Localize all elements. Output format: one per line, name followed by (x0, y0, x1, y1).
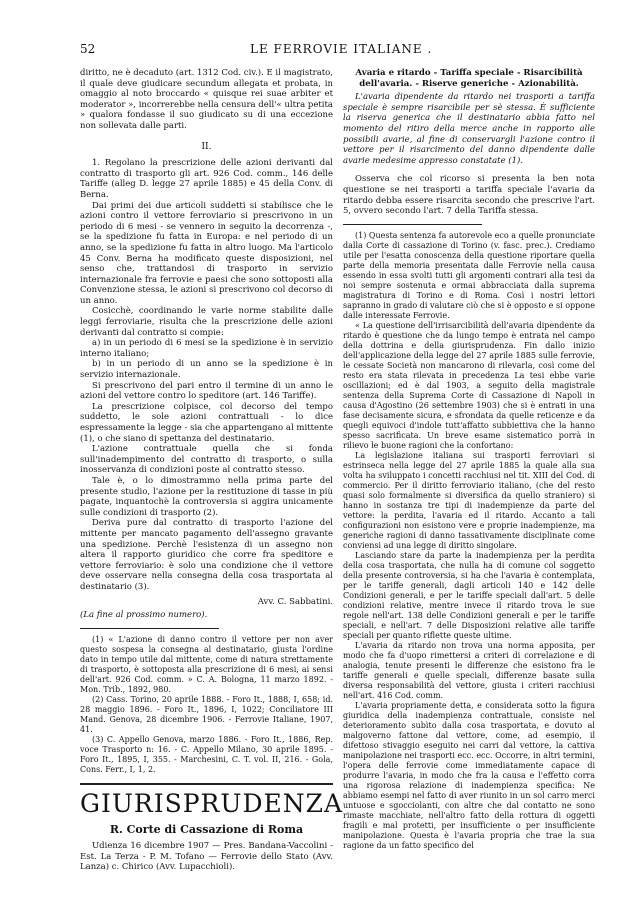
footnote-divider (80, 628, 219, 629)
note-paragraph: La legislazione italiana sui trasporti ferroviari si estrinseca nella legge del 27 aprile 1885 la quale alla sua volta ha sviluppato i concetti racchiusi nel tit. XIII del Cod. di commercio. Per il diritto ferroviario italiano, (che del resto quasi solo formalmente si diversifica da quello straniero) si hanno in sostanza tre tipi di inadempienze da parte del vettore: la perdita, l'avaria ed il ritardo. Accanto a tali configurazioni non esistono vere e proprie inadempienze, ma generiche ragioni di danno tassativamente disciplinate come conviensi ad una legge di diritto singolare. (343, 450, 595, 550)
paragraph: Dai primi dei due articoli suddetti si stabilisce che le azioni contro il vettore ferroviario si prescrivono in un periodo di 6 mesi - se vennero in seguito la decorrenza -, se la spedizione fu fatta in Europa: e nel periodo di un anno, se la spedizione fu fatta in altro luogo. Ma l'articolo 45 Conv. Berna ha modificato queste disposizioni, nel senso che, trattandosi di trasporto in servizio internazionale fra ferrovie e paesi che sono sottoposti alla Convenzione stessa, le azioni si prescrivono col decorso di un anno. (80, 200, 333, 306)
page-number: 52 (80, 42, 96, 56)
paragraph: Osserva che col ricorso si presenta la ben nota questione se nei trasporti a tariffa speciale l'avaria da ritardo debba essere risarcita secondo che prescrive l'art. 5, ovvero secondo l'art. 7 della Tariffa stessa. (343, 174, 595, 217)
running-header (80, 42, 589, 62)
note-paragraph: « La questione dell'irrisarcibilità dell'avaria dipendente da ritardo è questione che da lungo tempo è entrata nel campo della dottrina e della giurisprudenza. Fin dallo inizio dell'applicazione della legge del 27 aprile 1885 sulle ferrovie, le cessate Società non mancarono di rilevarla, così come del resto era stata rilevata in precedenza La tesi ebbe varie oscillazioni; ed è dal 1903, a seguito della magistrale sentenza della Suprema Corte di Cassazione di Napoli in causa d'Agostino (26 settembre 1903) che si è entrati in una fase decisamente sicura, e sfrondata da quelle reticenze e da quegli equivoci d'indole tutt'affatto subbiettiva che la hanno spesso sacrificata. Un breve esame sistematico porrà in rilievo le buone ragioni che la confortano: (343, 320, 595, 450)
note-paragraph: L'avaria da ritardo non trova una norma apposita, per modo che fa d'uopo rimettersi a criteri di correlazione e di analogia, tenute presenti le differenze che esistono fra le tariffe generali e quelle speciali, differenze basate sulla diversa responsabilità del vettore, giusta i criteri racchiusi nell'art. 416 Cod. comm. (343, 640, 595, 700)
section-number: II. (201, 141, 212, 152)
right-column (343, 68, 595, 851)
paragraph: L'azione contrattuale quella che si fonda sull'inadempimento del contratto di trasporto, o sulla inosservanza di condizioni poste al contratto stesso. (80, 444, 333, 476)
paragraph: Cosicchè, coordinando le varie norme stabilite dalle leggi ferroviarie, risulta che la prescrizione delle azioni derivanti dal contratto si compie: (80, 306, 333, 338)
note-paragraph: Lasciando stare da parte la inadempienza per la perdita della cosa trasportata, che nulla ha di comune col soggetto della presente controversia, si ha che l'avaria è contemplata, per le tariffe generali, dagli articoli 140 e 142 delle Condizioni generali, e per le tariffe speciali dall'art. 5 delle condizioni relative, mentre invece il ritardo trova le sue regole nell'art. 138 delle Condizioni generali e per le tariffe speciali, e nell'art. 7 delle Disposizioni relative alle tariffe speciali per quanto riflette queste ultime. (343, 550, 595, 640)
journal-title: LE FERROVIE ITALIANE . (250, 42, 433, 56)
left-column (80, 68, 344, 873)
case-caption: Avaria e ritardo - Tariffa speciale - Risarcibilità dell'avaria. - Riserve generiche - Azionabilità. (355, 68, 583, 89)
paragraph: b) in un periodo di un anno se la spedizione è in servizio internazionale. (80, 359, 333, 381)
paragraph: diritto, ne è decaduto (art. 1312 Cod. civ.). E il magistrato, il quale deve giudicare secundum allegata et probata, in omaggio al noto broccardo « quisque rei suae arbiter et moderator », incorrerebbe nella censura dell'« ultra petita » qualora fondasse il suo giudicato su di una eccezione non sollevata dalle parti. (80, 68, 333, 131)
note-paragraph: (1) Questa sentenza fa autorevole eco a quelle pronunciate dalla Corte di cassazione di Torino (v. fasc. prec.). Crediamo utile per l'esatta conoscenza della questione riportare quella parte della memoria presentata dalle Ferrovie nella causa essendo in essa svolti tutti gli argomenti contrari alla tesi da noi sempre sostenuta e ormai abbracciata dalla suprema magistratura di Torino e di Roma. Così i nostri lettori sapranno in grado di valutare ciò che si è opposto e si oppone dalle interessate Ferrovie. (343, 230, 595, 320)
paragraph: La prescrizione colpisce, col decorso del tempo suddetto, le sole azioni contrattuali - lo dice espressamente la legge - sia che appartengano al mittente (1), o che siano di spettanza del destinatario. (80, 401, 333, 444)
paragraph: Deriva pure dal contratto di trasporto l'azione del mittente per mancato pagamento dell'assegno gravante una spedizione. Perchè l'esistenza di un assegno non altera il rapporto giuridico che corre fra speditore e vettore ferroviario: è solo una condizione che il vettore deve osservare nella consegna della cosa trasportata al destinatario (3). (80, 518, 333, 592)
paragraph: Tale è, o lo dimostrammo nella prima parte del presente studio, l'azione per la restituzione di tasse in più pagate, inquantochè la controversia si aggira unicamente sulle condizioni di trasporto (2). (80, 475, 333, 518)
footnote: (3) C. Appello Genova, marzo 1886. - Foro It., 1886, Rep. voce Trasporto n: 16. - C. Appello Milano, 30 aprile 1895. - Foro It., 1895, I, 355. - Marchesini, C. T. vol. II, 216. - Gola, Cons. Ferr., I, 1, 2. (80, 734, 333, 774)
paragraph: a) in un periodo di 6 mesi se la spedizione è in servizio interno italiano; (80, 338, 333, 359)
footnote-divider (343, 224, 482, 225)
section-heading: GIURISPRUDENZA (80, 788, 344, 818)
case-headnote: L'avaria dipendente da ritardo nei trasporti a tariffa speciale è sempre risarcibile per sè stessa. È sufficiente la riserva generica che il destinatario abbia fatto nel momento del ritiro della merce anche in rapporto alle possibili avarie, al fine di conservargli l'azione contro il vettore per il risarcimento del danno dipendente dalle avarie medesime appresso constatate (1). (343, 92, 595, 166)
footnotes (80, 635, 333, 775)
note-paragraph: L'avaria propriamente detta, e considerata sotto la figura giuridica della inadempienza contrattuale, consiste nel deterioramento subìto dalla cosa trasportata, e dovuto al malgoverno fattone dal vettore, come, ad esempio, il difettoso stivaggio eseguito nei carri dal vettore, la cattiva manipolazione nei trasporti ecc. ecc. Occorre, in altri termini, l'opera delle ferrovie come immediatamente capace di produrre l'avaria, in modo che fra la causa e l'effetto corra una rigorosa relazione di inadempienza specifica: Ne abbiamo esempi nel fatto di aver riunito in un sol carro merci untuose e sgocciolanti, con altre che dal contatto ne sono rimaste macchiate, nell'altro fatto della rottura di oggetti fragili e mal protetti, per insufficiente o per insufficiente manipolazione. Questa è l'avaria propria che trae la sua ragione da un fatto specifico del (343, 700, 595, 850)
footnote: (2) Cass. Torino, 20 aprile 1888. - Foro It., 1888, I, 658; id. 28 maggio 1896. - Foro It., 1896, I, 1022; Conciliatore III Mand. Genova, 28 dicembre 1906. - Ferrovie Italiane, 1907, 41. (80, 694, 333, 734)
author-signature: Avv. C. Sabbatini. (257, 596, 333, 607)
paragraph: 1. Regolano la prescrizione delle azioni derivanti dal contratto di trasporto gli art. 926 Cod. comm., 146 delle Tariffe (alleg D. legge 27 aprile 1885) e 45 della Conv. di Berna. (80, 158, 333, 200)
case-note (343, 231, 595, 851)
section-divider (80, 783, 333, 785)
footnote: (1) « L'azione di danno contro il vettore per non aver questo sospesa la consegna al destinatario, giusta l'ordine dato in tempo utile dal mittente, come di natura strettamente di trasporto, è sottoposta alla prescrizione di 6 mesi, ai sensi dell'art. 926 Cod. comm. » C. A. Bologna, 11 marzo 1892. - Mon. Trib., 1892, 980. (80, 634, 333, 694)
court-title: R. Corte di Cassazione di Roma (109, 822, 304, 836)
continuation-note: (La fine al prossimo numero). (80, 610, 208, 621)
hearing-info: Udienza 16 dicembre 1907 — Pres. Bandana-Vaccolini - Est. La Terza - P. M. Tofano — Ferrovie dello Stato (Avv. Lanza) c. Chirico (Avv. Lupacchioli). (80, 841, 333, 873)
paragraph: Si prescrivono del pari entro il termine di un anno le azioni del vettore contro lo speditore (art. 146 Tariffe). (80, 380, 333, 402)
